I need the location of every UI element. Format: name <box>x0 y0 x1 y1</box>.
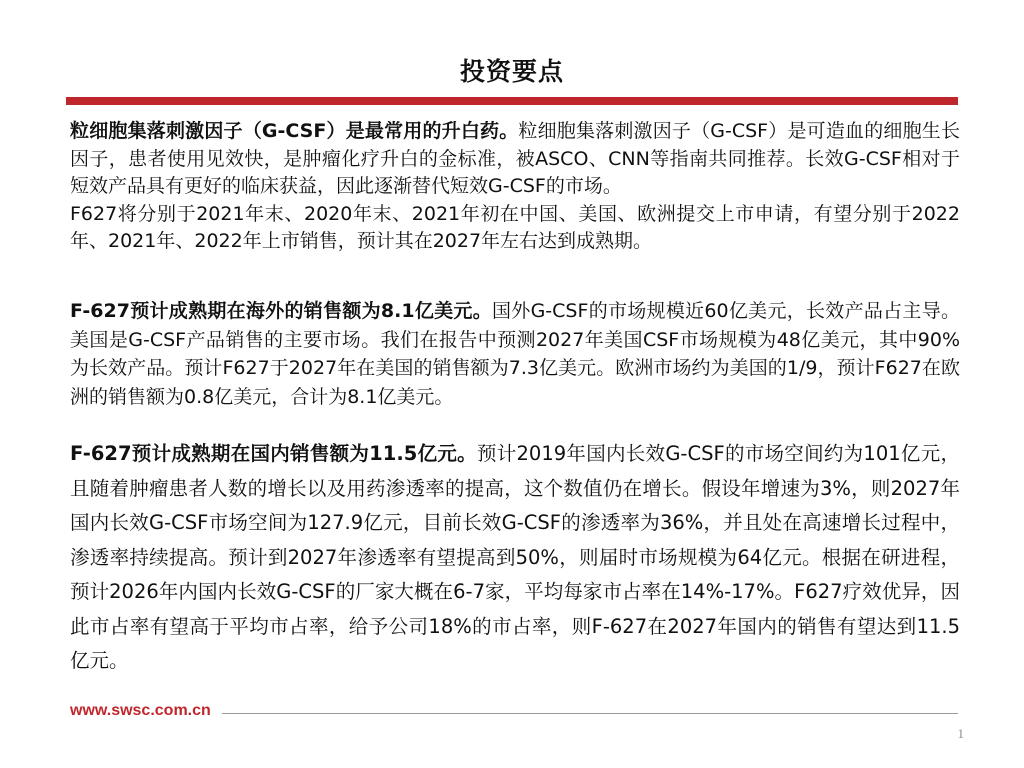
paragraph-overseas-sales <box>70 297 960 411</box>
page-number: 1 <box>957 726 964 741</box>
paragraph-lead-domestic: F-627预计成熟期在国内销售额为11.5亿元。 <box>70 442 477 465</box>
paragraph-body-domestic: 预计2019年国内长效G-CSF的市场空间约为101亿元，且随着肿瘤患者人数的增长以及用药渗透率的提高，这个数值仍在增长。假设年增速为3%，则2027年国内长效G-CSF市场空间为127.9亿元，目前长效G-CSF的渗透率为36%，并且处在高速增长过程中，渗透率持续提高。预计到2027年渗透率有望提高到50%，则届时市场规模为64亿元。根据在研进程，预计2026年内国内长效G-CSF的厂家大概在6-7家，平均每家市占率在14%-17%。F627疗效优异，因此市占率有望高于平均市占率，给予公司18%的市占率，则F-627在2027年国内的销售有望达到11.5亿元。 <box>70 442 961 672</box>
footer-divider <box>222 713 958 714</box>
paragraph-lead-overseas: F-627预计成熟期在海外的销售额为8.1亿美元。 <box>70 300 493 322</box>
title-underline-bar <box>66 97 958 105</box>
page-title: 投资要点 <box>459 57 564 86</box>
paragraph-body-f627-timeline: F627将分别于2021年末、2020年末、2021年初在中国、美国、欧洲提交上市申请，有望分别于2022年、2021年、2022年上市销售，预计其在2027年左右达到成熟期。 <box>70 202 960 252</box>
paragraph-body-overseas: 国外G-CSF的市场规模近60亿美元，长效产品占主导。美国是G-CSF产品销售的主要市场。我们在报告中预测2027年美国CSF市场规模为48亿美元，其中90%为长效产品。预计F627于2027年在美国的销售额为7.3亿美元。欧洲市场约为美国的1/9，预计F627在欧洲的销售额为0.8亿美元，合计为8.1亿美元。 <box>70 300 961 408</box>
footer-website-link[interactable]: www.swsc.com.cn <box>70 702 211 719</box>
paragraph-lead-gcsf: 粒细胞集落刺激因子（G-CSF）是最常用的升白药。 <box>70 120 519 142</box>
paragraph-gcsf-overview <box>70 118 960 256</box>
paragraph-body-gcsf: 粒细胞集落刺激因子（G-CSF）是可造血的细胞生长因子，患者使用见效快，是肿瘤化疗升白的金标准，被ASCO、CNN等指南共同推荐。长效G-CSF相对于短效产品具有更好的临床获益，因此逐渐替代短效G-CSF的市场。 <box>70 120 960 197</box>
paragraph-domestic-sales <box>70 437 960 679</box>
